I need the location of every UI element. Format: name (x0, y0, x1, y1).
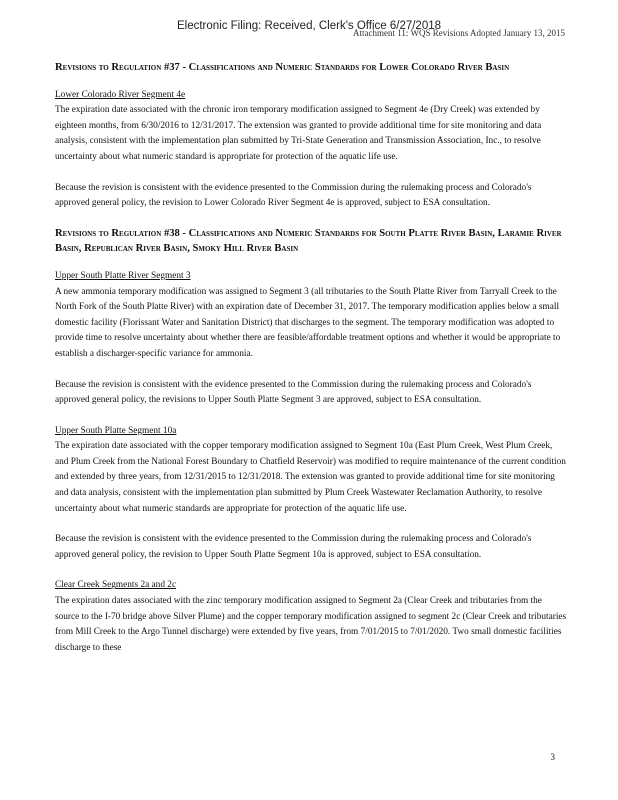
subheading-upper-south-platte-10a: Upper South Platte Segment 10a (55, 425, 177, 436)
paragraph: The expiration date associated with the chronic iron temporary modification assigned to Segment 4e (Dry Creek) was extended by eighteen months, from 6/30/2016 to 12/31/2017. The extension was granted to provide additional time for site monitoring and data analysis, consistent with the implementation plan submitted by Tri-State Generation and Transmission Association, Inc., to resolve uncertainty about what numeric standard is appropriate for protection of the aquatic life use. (55, 105, 542, 162)
paragraph: Because the revision is consistent with the evidence presented to the Commission during the rulemaking process and Colorado's approved general policy, the revision to Upper South Platte Segment 10a is approved, subject to ESA consultation. (55, 534, 532, 560)
paragraph: The expiration dates associated with the zinc temporary modification assigned to Segment 2a (Clear Creek and tributaries from the source to the I-70 bridge above Silver Plume) and the copper temporary modification assigned to segment 2c (Clear Creek and tributaries from Mill Creek to the Argo Tunnel discharge) were extended by five years, from 7/01/2015 to 7/01/2020. Two small domestic facilities discharge to these (55, 596, 567, 653)
subheading-lower-colorado-4e: Lower Colorado River Segment 4e (55, 89, 186, 100)
section-heading-regulation-38: Revisions to Regulation #38 - Classifications and Numeric Standards for South Platte River Basin, Laramie River Basin, Republican River Basin, Smoky Hill River Basin (55, 227, 562, 255)
attachment-header: Attachment 11: WQS Revisions Adopted January 13, 2015 (353, 28, 565, 38)
paragraph: Because the revision is consistent with the evidence presented to the Commission during the rulemaking process and Colorado's approved general policy, the revisions to Upper South Platte Segment 3 are approved, subject to ESA consultation. (55, 379, 532, 406)
paragraph: The expiration date associated with the copper temporary modification assigned to Segment 10a (East Plum Creek, West Plum Creek, and Plum Creek from the National Forest Boundary to Chatfield Reservoir) was modified to require maintenance of the current condition and extended by three years, from 12/31/2015 to 12/31/2018. The extension was granted to provide additional time for site monitoring and data analysis, consistent with the implementation plan submitted by Plum Creek Wastewater Reclamation Authority, to resolve uncertainty about what numeric standards are appropriate for protection of the aquatic life use. (55, 441, 566, 514)
section-heading-regulation-37: Revisions to Regulation #37 - Classifications and Numeric Standards for Lower Colorado River Basin (55, 62, 510, 73)
subheading-clear-creek-2a-2c: Clear Creek Segments 2a and 2c (55, 580, 177, 591)
electronic-filing-stamp: Electronic Filing: Received, Clerk's Office 6/27/2018 (176, 20, 442, 32)
document-body (55, 60, 567, 671)
paragraph: A new ammonia temporary modification was assigned to Segment 3 (all tributaries to the South Platte River from Tarryall Creek to the North Fork of the South Platte River) with an expiration date of December 31, 2017. The temporary modification applies below a small domestic facility (Florissant Water and Sanitation District) that discharges to the segment. The temporary modification was adopted to provide time to resolve uncertainty about whether there are feasible/affordable treatment options and whether it would be appropriate to establish a discharger-specific variance for ammonia. (55, 286, 561, 359)
subheading-upper-south-platte-3: Upper South Platte River Segment 3 (55, 270, 191, 281)
paragraph: Because the revision is consistent with the evidence presented to the Commission during the rulemaking process and Colorado's approved general policy, the revision to Lower Colorado River Segment 4e is approved, subject to ESA consultation. (55, 182, 532, 209)
page-number: 3 (550, 752, 555, 762)
